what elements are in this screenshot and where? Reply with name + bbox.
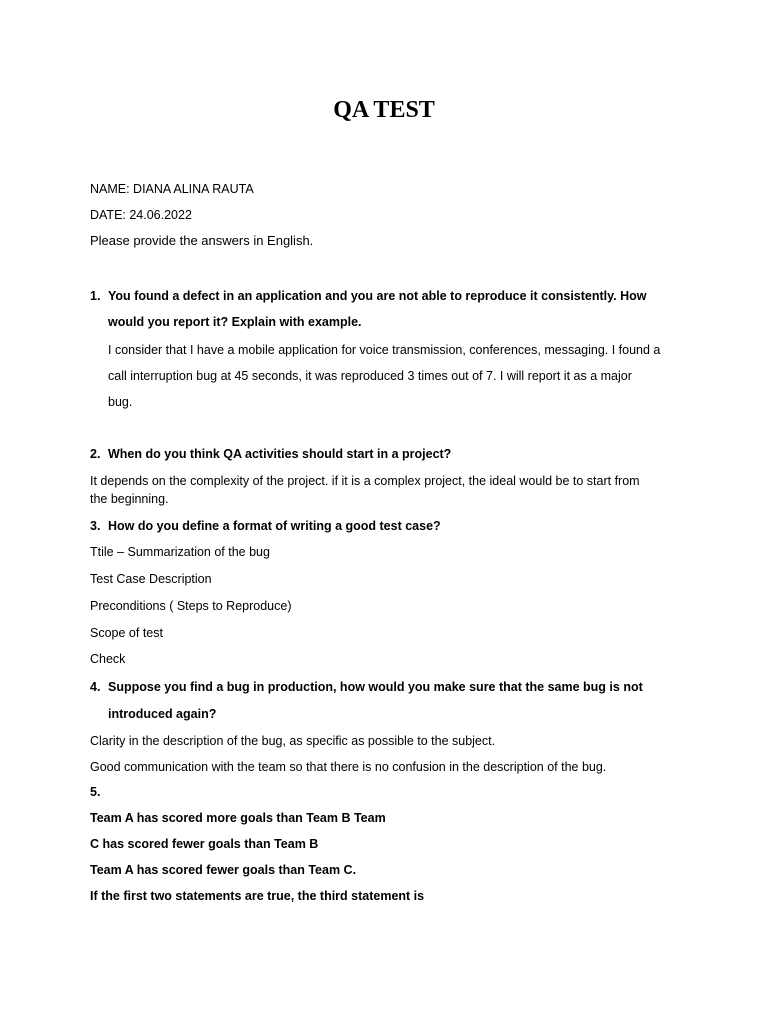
student-name: NAME: DIANA ALINA RAUTA (90, 182, 254, 196)
answer-3-item: Test Case Description (90, 572, 212, 586)
question-number-1: 1. (90, 289, 101, 303)
question-1-line-1: You found a defect in an application and you are not able to reproduce it consistently. How (108, 289, 647, 303)
question-5-line-2: C has scored fewer goals than Team B (90, 837, 319, 851)
answer-3-item: Check (90, 652, 126, 666)
instruction-text: Please provide the answers in English. (90, 233, 314, 248)
page-title: QA TEST (333, 97, 435, 123)
answer-3-item: Ttile – Summarization of the bug (90, 545, 270, 559)
question-5-line-4: If the first two statements are true, the third statement is (90, 889, 425, 903)
question-number-5: 5. (90, 785, 101, 799)
answer-1-line-3: bug. (108, 395, 133, 409)
answer-2-line-1: It depends on the complexity of the project. if it is a complex project, the ideal would be to start from (90, 474, 640, 488)
question-1-line-2: would you report it? Explain with example. (108, 315, 362, 329)
answer-1-line-1: I consider that I have a mobile application for voice transmission, conferences, messaging. I found a (108, 343, 661, 357)
question-4-line-2: introduced again? (108, 707, 217, 721)
question-number-2: 2. (90, 447, 101, 461)
question-4-line-1: Suppose you find a bug in production, how would you make sure that the same bug is not (108, 680, 643, 694)
answer-4-line-1: Clarity in the description of the bug, as specific as possible to the subject. (90, 734, 496, 748)
question-5-line-3: Team A has scored fewer goals than Team C. (90, 863, 357, 877)
answer-1-line-2: call interruption bug at 45 seconds, it was reproduced 3 times out of 7. I will report it as a major (108, 369, 632, 383)
answer-4-line-2: Good communication with the team so that there is no confusion in the description of the bug. (90, 760, 607, 774)
question-3: How do you define a format of writing a good test case? (108, 519, 441, 533)
question-number-4: 4. (90, 680, 101, 694)
question-number-3: 3. (90, 519, 101, 533)
answer-3-item: Scope of test (90, 626, 163, 640)
question-2: When do you think QA activities should start in a project? (108, 447, 452, 461)
answer-3-item: Preconditions ( Steps to Reproduce) (90, 599, 292, 613)
answer-2-line-2: the beginning. (90, 492, 169, 506)
question-5-line-1: Team A has scored more goals than Team B Team (90, 811, 386, 825)
test-date: DATE: 24.06.2022 (90, 208, 192, 222)
